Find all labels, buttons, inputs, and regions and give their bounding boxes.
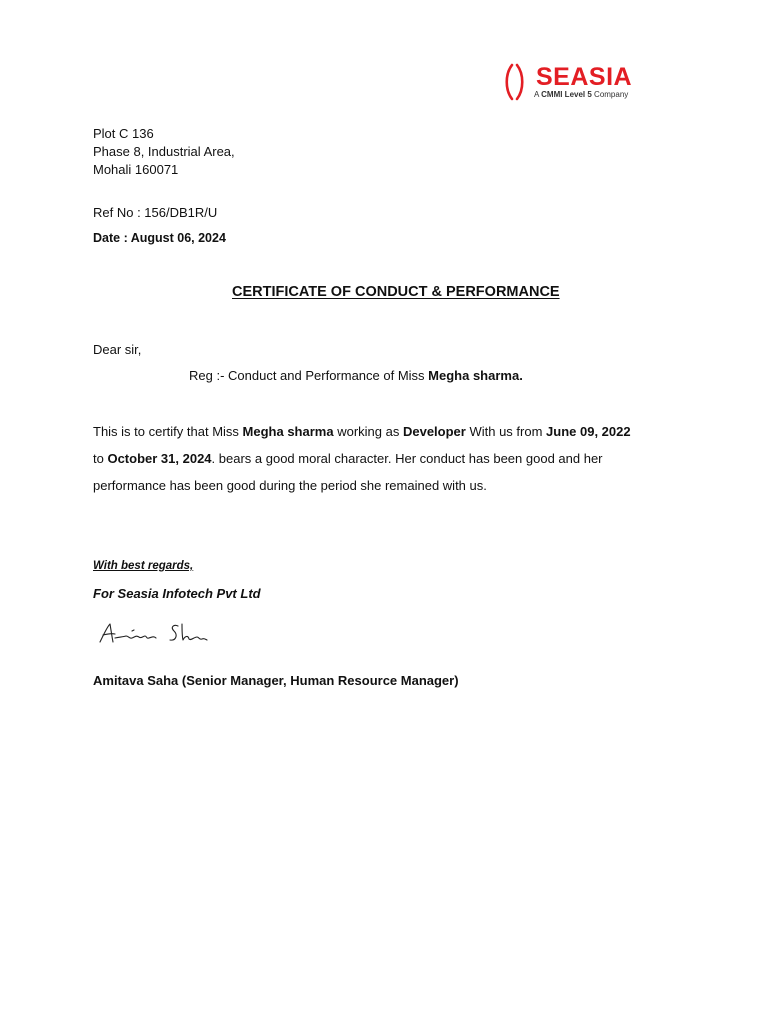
body-line-1 [93, 424, 631, 439]
body-line-2 [93, 451, 603, 466]
logo-tagline-bold: CMMI Level 5 [541, 90, 592, 99]
body-text: working as [333, 424, 403, 439]
certificate-title: CERTIFICATE OF CONDUCT & PERFORMANCE [232, 284, 560, 300]
company-logo [504, 62, 654, 104]
subject-line [189, 368, 523, 383]
logo-tagline-suffix: Company [591, 90, 629, 99]
seasia-logo-mark-icon [504, 62, 530, 102]
employee-role: Developer [402, 424, 466, 439]
signatory-name: Amitava Saha (Senior Manager, Human Resource Manager) [93, 673, 459, 688]
logo-tagline [534, 90, 628, 100]
subject-prefix: Reg :- Conduct and Performance of Miss [189, 368, 429, 383]
address-line-3: Mohali 160071 [93, 162, 179, 177]
body-text: With us from [465, 424, 547, 439]
end-date: October 31, 2024 [107, 451, 212, 466]
closing-regards: With best regards, [93, 560, 194, 572]
reference-number: Ref No : 156/DB1R/U [93, 205, 218, 220]
body-text: to [93, 451, 108, 466]
employee-name: Megha sharma [242, 424, 334, 439]
body-text: . bears a good moral character. Her conduct has been good and her [211, 451, 603, 466]
address-line-2: Phase 8, Industrial Area, [93, 144, 235, 159]
letter-date: Date : August 06, 2024 [93, 231, 226, 245]
logo-wordmark: SEASIA [536, 63, 633, 91]
body-text: This is to certify that Miss [93, 424, 243, 439]
handwritten-signature [98, 618, 213, 650]
subject-name: Megha sharma. [428, 368, 523, 383]
salutation: Dear sir, [93, 342, 142, 357]
logo-tagline-prefix: A [534, 90, 542, 99]
address-line-1: Plot C 136 [93, 126, 154, 141]
body-line-3: performance has been good during the period she remained with us. [93, 478, 487, 493]
start-date: June 09, 2022 [546, 424, 631, 439]
company-name: For Seasia Infotech Pvt Ltd [93, 586, 261, 601]
